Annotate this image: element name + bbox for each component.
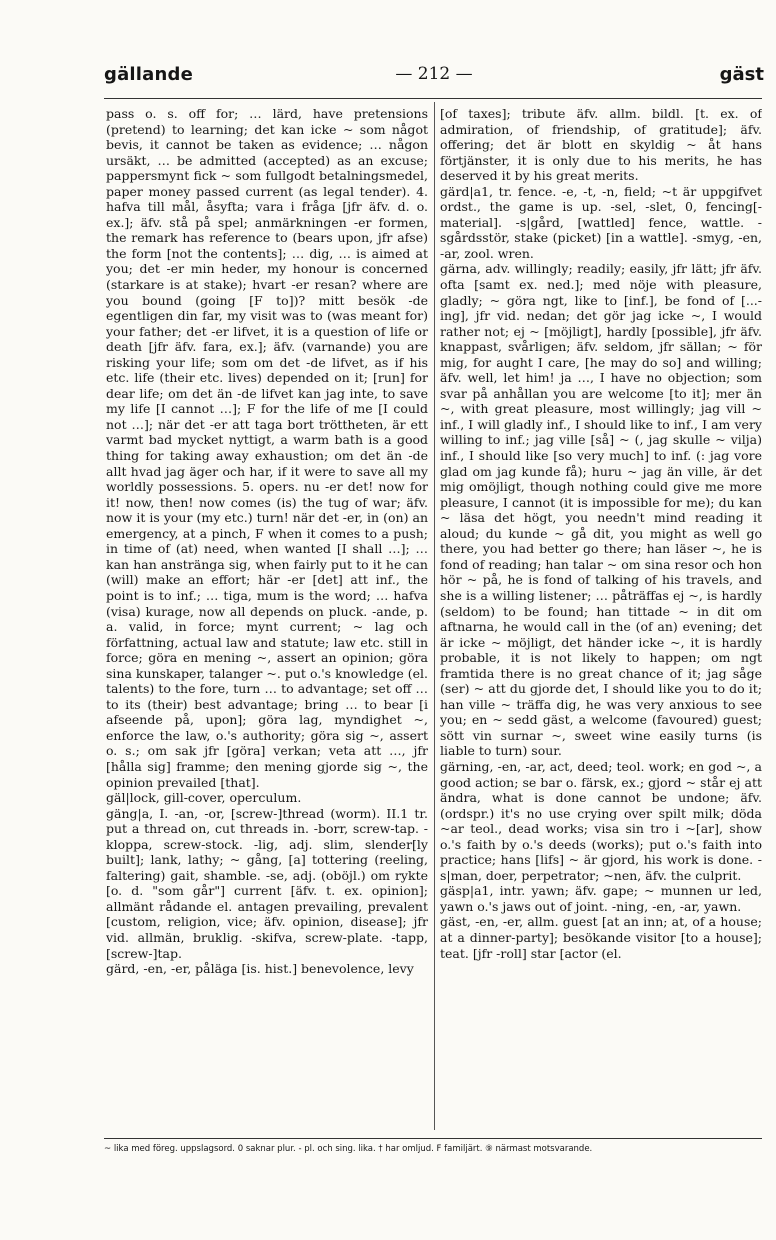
- entry-paragraph: gärning, -en, -ar, act, deed; teol. work; en god ~, a good action; se bar o. färsk, ex.; gjord ~ står ej att ändra, what is done cannot be undone; äfv. (ordspr.) it's no use crying over spilt milk; döda ~ar teol., dead works; visa sin tro i ~[ar], show o.'s faith by o.'s deeds (works); put o.'s faith into practice; hans [lifs] ~ är gjord, his work is done. -s|man, doer, perpetrator; ~nen, äfv. the culprit.: [440, 758, 762, 883]
- entry-paragraph: gärd|a1, tr. fence. -e, -t, -n, field; ~t är uppgifvet ordst., the game is up. -sel, -slet, 0, fencing[-material]. -s|gård, [wattled] fence, wattle. -sgårdsstör, stake (picket) [in a wattle]. -smyg, -en, -ar, zool. wren.: [440, 183, 762, 261]
- left-column: [106, 106, 428, 1132]
- entry-paragraph: gärd, -en, -er, påläga [is. hist.] benevolence, levy: [106, 961, 414, 977]
- entry-paragraph: [of taxes]; tribute äfv. allm. bildl. [t. ex. of admiration, of friendship, of gratitude]; äfv. offering; det är blott en skyldig ~ åt hans förtjänster, it is only due to his merits, he has deserved it by his great merits.: [440, 106, 762, 184]
- entry-paragraph: gäst, -en, -er, allm. guest [at an inn; at, of a house; at a dinner-party]; besökande visitor [to a house]; teat. [jfr -roll] star [actor (el.: [440, 914, 762, 961]
- running-header: [104, 64, 766, 98]
- page-number: — 212 —: [395, 64, 473, 84]
- header-rule: [104, 98, 762, 99]
- entry-paragraph: pass o. s. off for; … lärd, have pretensions (pretend) to learning; det kan icke ~ som något bevis, it cannot be taken as evidence; … någon ursäkt, … be admitted (accepted) as an excuse; pappersmynt fick ~ som fullgodt betalningsmedel, paper money passed current (as legal tender). 4. hafva till mål, åsyfta; vara i fråga [jfr äfv. d. o. ex.]; äfv. stå på spel; anmärkningen -er formen, the remark has reference to (bears upon, jfr afse) the form [not the contents]; … dig, … is aimed at you; det -er min heder, my honour is concerned (starkare is at stake); hvart -er resan? where are you bound (going [F to])? mitt besök -de egentligen din far, my visit was to (was meant for) your father; det -er lifvet, it is a question of life or death [jfr äfv. fara, ex.]; äfv. (varnande) you are risking your life; som om det -de lifvet, as if his etc. life (their etc. lives) depended on it; [run] for dear life; om det än -de lifvet kan jag inte, to save my life [I cannot …]; F for the life of me [I could not …]; när det -er att taga bort tröttheten, är ett varmt bad mycket nyttigt, a warm bath is a good thing for taking away exhaustion; om det än -de allt hvad jag äger och har, if it were to save all my worldly possessions. 5. opers. nu -er det! now for it! now, then! now comes (is) the tug of war; äfv. now it is your (my etc.) turn! när det -er, in (on) an emergency, at a pinch, F when it comes to a push; in time of (at) need, when wanted [I shall …]; … kan han anstränga sig, when fairly put to it he can (will) make an effort; här -er [det] att inf., the point is to inf.; … tiga, mum is the word; … hafva (visa) kurage, now all depends on pluck. -ande, p. a. valid, in force; mynt current; ~ lag och författning, actual law and statute; law etc. still in force; göra en mening ~, assert an opinion; göra sina kunskaper, talanger ~. put o.'s knowledge (el. talents) to the fore, turn … to advantage; set off … to its (their) best advantage; bring … to bear [i afseende på, upon]; göra lag, myndighet ~, enforce the law, o.'s authority; göra sig ~, assert o. s.; om sak jfr [göra] verkan; veta att …, jfr [hålla sig] framme; den mening gjorde sig ~, the opinion prevailed [that].: [106, 106, 428, 790]
- abbreviation-legend: ~ lika med föreg. uppslagsord. 0 saknar plur. - pl. och sing. lika. † har omljud. F familjärt. ⑨ närmast motsvarande.: [104, 1144, 593, 1154]
- entry-paragraph: gäl|lock, gill-cover, operculum.: [106, 790, 302, 806]
- entry-paragraph: gäsp|a1, intr. yawn; äfv. gape; ~ munnen ur led, yawn o.'s jaws out of joint. -ning, -en, -ar, yawn.: [440, 883, 762, 914]
- header-last-entry: gäst: [719, 64, 764, 85]
- footer-rule: [104, 1138, 762, 1139]
- header-first-entry: gällande: [104, 64, 194, 85]
- column-divider: [434, 102, 435, 1130]
- right-column: [440, 106, 762, 1132]
- entry-paragraph: gäng|a, I. -an, -or, [screw-]thread (worm). II.1 tr. put a thread on, cut threads in. -borr, screw-tap. -kloppa, screw-stock. -lig, adj. slim, slender[ly built]; lank, lathy; ~ gång, [a] tottering (reeling, faltering) gait, shamble. -se, adj. (oböjl.) om rykte [o. d. "som går"] current [äfv. t. ex. opinion]; allmänt rådande el. antagen prevailing, prevalent [custom, religion, vice; äfv. opinion, disease]; jfr vid. allmän, bruklig. -skifva, screw-plate. -tapp, [screw-]tap.: [106, 805, 428, 961]
- entry-paragraph: gärna, adv. willingly; readily; easily, jfr lätt; jfr äfv. ofta [samt ex. ned.]; med nöje with pleasure, gladly; ~ göra ngt, like to [inf.], be fond of [...-ing], jfr vid. nedan; det gör jag icke ~, I would rather not; ej ~ [möjligt], hardly [possible], jfr äfv. knappast, svårligen; äfv. seldom, jfr sällan; ~ för mig, for aught I care, [he may do so] and willing; äfv. well, let him! ja …, I have no objection; som svar på anhållan you are welcome [to it]; mer än ~, with great pleasure, most willingly; jag vill ~ inf., I will gladly inf., I should like to inf., I am very willing to inf.; jag ville [så] ~ (, jag skulle ~ vilja) inf., I should like [so very much] to inf. (: jag vore glad om jag kunde få); huru ~ jag än ville, är det mig omöjligt, though nothing could give me more pleasure, I cannot (it is impossible for me); du kan ~ läsa det högt, you needn't mind reading it aloud; du kunde ~ gå dit, you might as well go there, you had better go there; han läser ~, he is fond of reading; han talar ~ om sina resor och hon hör ~ på, he is fond of talking of his travels, and she is a willing listener; … påträffas ej ~, is hardly (seldom) to be found; han tittade ~ in dit om aftnarna, he would call in the (of an) evening; det är icke ~ möjligt, det händer icke ~, it is hardly probable, it is not likely to happen; om ngt framtida there is no great chance of it; jag såge (ser) ~ att du gjorde det, I should like you to do it; han ville ~ träffa dig, he was very anxious to see you; en ~ sedd gäst, a welcome (favoured) guest; sött vin surnar ~, sweet wine easily turns (is liable to turn) sour.: [440, 261, 762, 759]
